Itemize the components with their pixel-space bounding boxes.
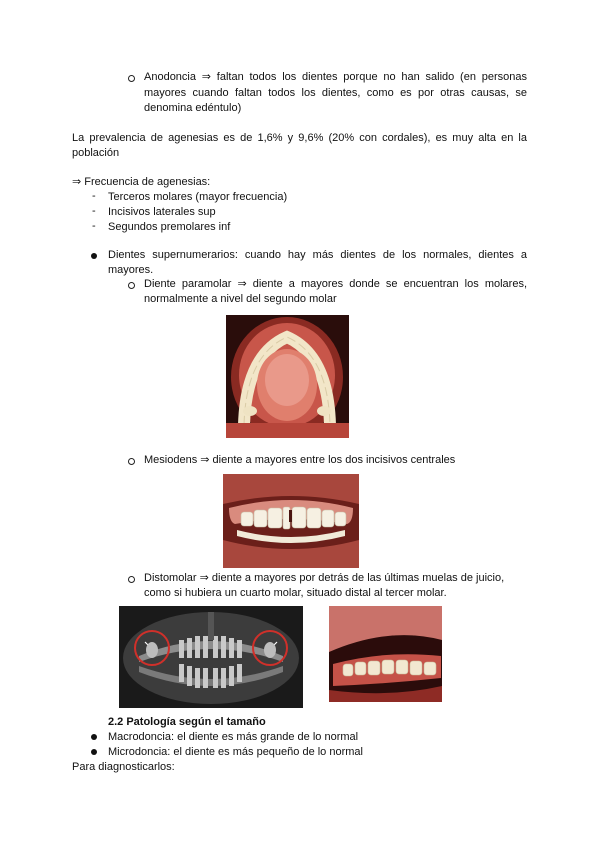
anodoncia-line-3: denomina edéntulo) [144,102,242,114]
panoramic-xray-photo [119,606,303,708]
mesiodens-photo [223,474,359,568]
anodoncia-line-2: mayores cuando faltan todos los dientes, como es por otras causas, se [144,87,527,99]
dash-bullet-icon: - [92,190,96,202]
distomolar-line-2: como si hubiera un cuarto molar, situado distal al tercer molar. [144,587,447,599]
distomolar-line-1: Distomolar ⇒ diente a mayores por detrás de las últimas muelas de juicio, [144,572,505,584]
prevalencia-line-2: población [72,147,120,159]
distomolar-photo [329,606,442,702]
dash-bullet-icon: - [92,220,96,232]
section-title: 2.2 Patología según el tamaño [108,716,266,728]
frecuencia-item: Incisivos laterales sup [108,206,216,218]
section-footer: Para diagnosticarlos: [72,761,175,773]
frecuencia-item: Segundos premolares inf [108,221,231,233]
paramolar-line-2: normalmente a nivel del segundo molar [144,293,337,305]
hollow-bullet-icon [128,75,135,82]
mesiodens-text: Mesiodens ⇒ diente a mayores entre los dos incisivos centrales [144,454,456,466]
anodoncia-line-1: Anodoncia ⇒ faltan todos los dientes porque no han salido (en personas [144,71,527,83]
solid-bullet-icon [91,734,97,740]
solid-bullet-icon [91,749,97,755]
hollow-bullet-icon [128,458,135,465]
section-item: Macrodoncia: el diente es más grande de lo normal [108,731,359,743]
dash-bullet-icon: - [92,205,96,217]
hollow-bullet-icon [128,282,135,289]
supernumerarios-line-2: mayores. [108,264,154,276]
supernumerarios-line-1: Dientes supernumerarios: cuando hay más dientes de los normales, dientes a [108,249,527,261]
hollow-bullet-icon [128,576,135,583]
solid-bullet-icon [91,253,97,259]
prevalencia-line-1: La prevalencia de agenesias es de 1,6% y 9,6% (20% con cordales), es muy alta en la [72,132,527,144]
frecuencia-item: Terceros molares (mayor frecuencia) [108,191,288,203]
section-item: Microdoncia: el diente es más pequeño de lo normal [108,746,363,758]
paramolar-line-1: Diente paramolar ⇒ diente a mayores donde se encuentran los molares, [144,278,527,290]
frecuencia-heading: ⇒ Frecuencia de agenesias: [72,176,211,188]
palate-photo [226,315,349,438]
